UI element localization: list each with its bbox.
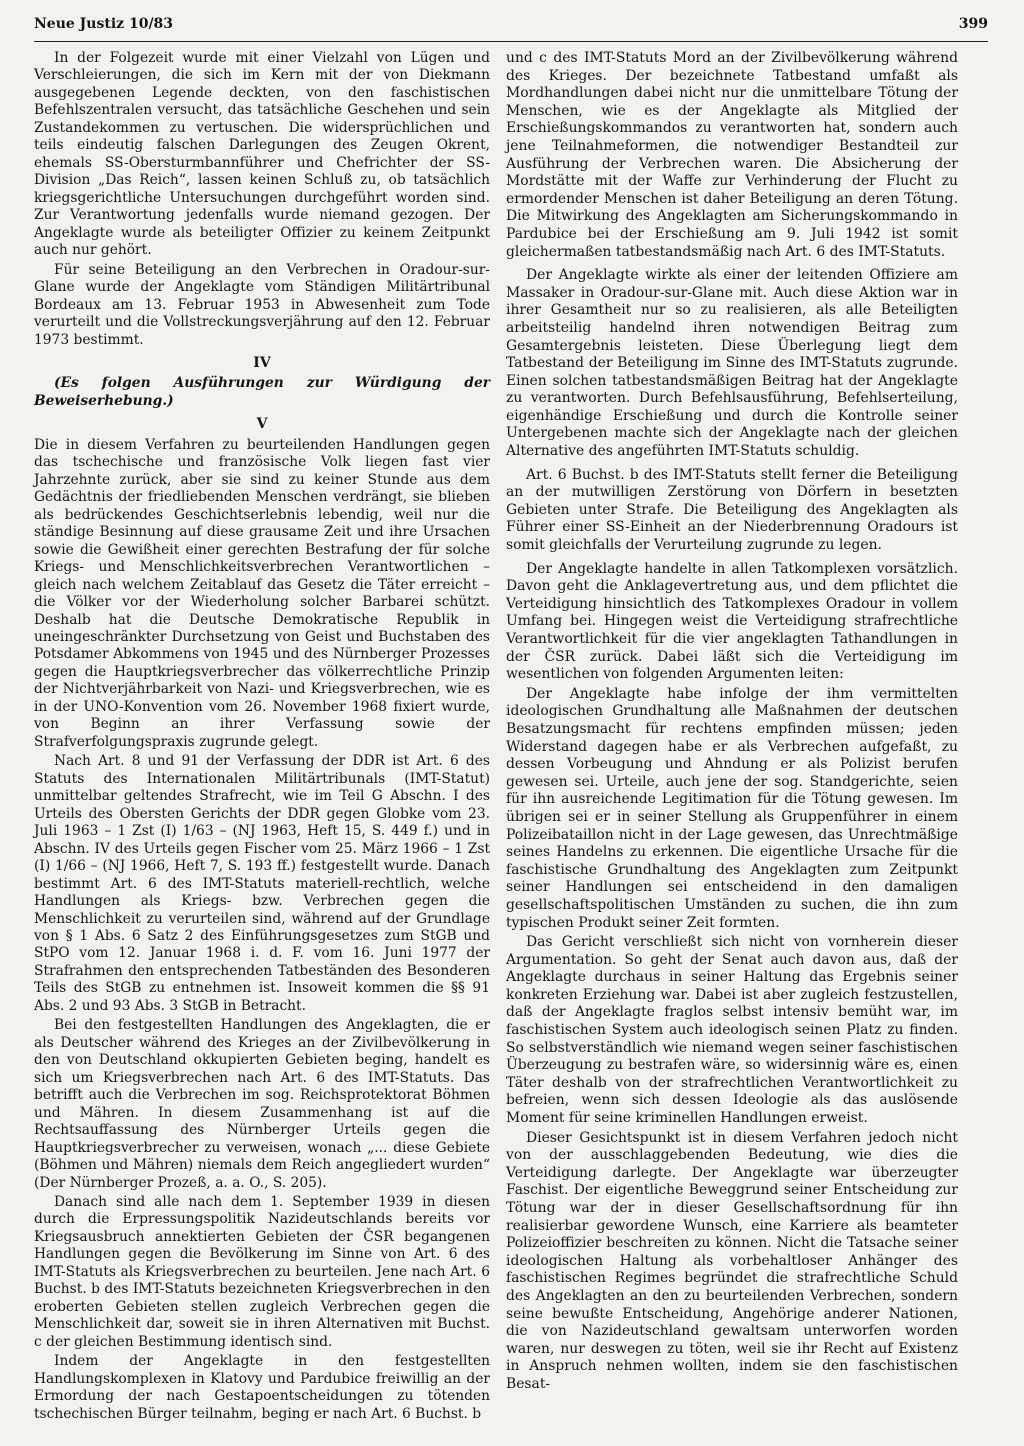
paragraph: Art. 6 Buchst. b des IMT-Statuts stellt ferner die Beteiligung an der mutwilligen Zerstörung von Dörfern in besetzten Gebieten unter Strafe. Die Beteiligung des Angeklagten als Führer einer SS-Einheit an der Niederbrennung Oradours ist somit gleichfalls der Verurteilung zugrunde zu legen. bbox=[506, 466, 958, 554]
right-column bbox=[506, 50, 958, 1394]
paragraph: Der Angeklagte handelte in allen Tatkomplexen vorsätzlich. Davon geht die Anklagevertretung aus, und dem pflichtet die Verteidigung hinsichtlich des Tatkomplexes Oradour in vollem Umfang bei. Hingegen weist die Verteidigung strafrechtliche Verantwortlichkeit für die vier angeklagten Tathandlungen in der ČSR zurück. Dabei läßt sich die Verteidigung im wesentlichen von folgenden Argumenten leiten: bbox=[506, 560, 958, 683]
header-rule bbox=[34, 41, 988, 42]
paragraph: Dieser Gesichtspunkt ist in diesem Verfahren jedoch nicht von der ausschlaggebenden Bedeutung, wie dies die Verteidigung darlegte. Der Angeklagte war überzeugter Faschist. Der eigentliche Beweggrund seiner Entscheidung zur Tötung war der in dieser Gesellschaftsordnung für ihn realisierbar gewordene Wunsch, eine Karriere als beamteter Polizeioffizier beschreiten zu können. Nicht die Tatsache seiner ideologischen Haltung als vorbehaltloser Anhänger des faschistischen Regimes begründet die strafrechtliche Schuld des Angeklagten an den zu beurteilenden Verbrechen, sondern seine bewußte Entscheidung, Angehörige anderer Nationen, die von Nazideutschland gewaltsam unterworfen worden waren, nur deswegen zu töten, weil sie ihr Recht auf Existenz in Anspruch nehmen wollten, indem sie den faschistischen Besat- bbox=[506, 1129, 958, 1392]
paragraph: Die in diesem Verfahren zu beurteilenden Handlungen gegen das tschechische und französische Volk liegen fast vier Jahrzehnte zurück, aber sie sind zu keiner Stunde aus dem Gedächtnis der friedliebenden Menschen verdrängt, sie blieben als bedrückendes Geschichtserlebnis lebendig, weil nur die ständige Besinnung auf diese grausame Zeit und ihre Ursachen sowie die Gewißheit einer gerechten Bestrafung der für solche Kriegs- und Menschlichkeitsverbrechen Verantwortlichen – gleich nach welchem Zeitablauf das Gesetz die Täter erreicht – die Völker vor der Wiederholung solcher Barbarei schützt. Deshalb hat die Deutsche Demokratische Republik in uneingeschränkter Durchsetzung von Geist und Buchstaben des Potsdamer Abkommens von 1945 und des Nürnberger Prozesses gegen die Hauptkriegsverbrecher das völkerrechtliche Prinzip der Nichtverjährbarkeit von Nazi- und Kriegsverbrechen, wie es in der UNO-Konvention vom 26. November 1968 fixiert wurde, von Beginn an ihrer Verfassung sowie der Strafverfolgungspraxis zugrunde gelegt. bbox=[34, 436, 490, 750]
paragraph: Der Angeklagte wirkte als einer der leitenden Offiziere am Massaker in Oradour-sur-Glane mit. Auch diese Aktion war in ihrer Gesamtheit nur so zu realisieren, als alle Beteiligten arbeitsteilig handelnd ihren notwendigen Beitrag zum Gesamtergebnis leisteten. Diese Überlegung liegt dem Tatbestand der Beteiligung im Sinne des IMT-Statuts zugrunde. Einen solchen tatbestandsmäßigen Beitrag hat der Angeklagte zu verantworten. Durch Befehlsausführung, Befehlserteilung, eigenhändige Erschießung und durch die Kontrolle seiner Untergebenen machte sich der Angeklagte nach der gleichen Alternative des angeführten IMT-Statuts schuldig. bbox=[506, 267, 958, 460]
editorial-note: (Es folgen Ausführungen zur Würdigung der Beweiserhebung.) bbox=[34, 375, 490, 409]
paragraph: und c des IMT-Statuts Mord an der Zivilbevölkerung während des Krieges. Der bezeichnete Tatbestand umfaßt als Mordhandlungen dabei nicht nur die unmittelbare Tötung der Menschen, wie es der Angeklagte als Mitglied der Erschießungskommandos zu verantworten hat, sondern auch jene Teilnahmeformen, die notwendiger Bestandteil zur Ausführung der Verbrechen waren. Die Absicherung der Mordstätte mit der Waffe zur Verhinderung der Flucht zu ermordender Menschen ist daher Beteiligung an deren Tötung. Die Mitwirkung des Angeklagten am Sicherungskommando in Pardubice bei der Erschießung am 9. Juli 1942 ist somit gleichermaßen tatbestandsmäßig nach Art. 6 des IMT-Statuts. bbox=[506, 50, 958, 260]
page-header bbox=[34, 16, 988, 42]
paragraph: Der Angeklagte habe infolge der ihm vermittelten ideologischen Grundhaltung alle Maßnahmen der deutschen Besatzungsmacht für rechtens empfinden müssen; jeden Widerstand dagegen habe er als Verbrechen aufgefaßt, zu dessen Vorbeugung und Ahndung er als Polizist berufen gewesen sei. Urteile, auch jene der sog. Standgerichte, seien für ihn ausreichende Legitimation für die Tötung gewesen. Im übrigen sei er in seiner Stellung als Gruppenführer in einem Polizeibataillon nicht in der Lage gewesen, das Unrechtmäßige seines Handelns zu erkennen. Die eigentliche Ursache für die faschistische Grundhaltung des Angeklagten zum Zeitpunkt seiner Handlungen sei entscheidend in den damaligen gesellschaftspolitischen Umständen zu suchen, die ihn zum typischen Produkt seiner Zeit formten. bbox=[506, 685, 958, 931]
paragraph: In der Folgezeit wurde mit einer Vielzahl von Lügen und Verschleierungen, die sich im Kern mit der von Diekmann ausgegebenen Legende deckten, von den faschistischen Befehlszentralen versucht, das tatsächliche Geschehen und sein Zustandekommen zu vertuschen. Die widersprüchlichen und teils eindeutig falschen Darlegungen des Zeugen Okrent, ehemals SS-Obersturmbannführer und Chefrichter der SS-Division „Das Reich“, lassen keinen Schluß zu, ob tatsächlich kriegsgerichtliche Untersuchungen durchgeführt worden sind. Zur Verantwortung jedenfalls wurde niemand gezogen. Der Angeklagte wurde als beteiligter Offizier zu keinem Zeitpunkt auch nur gehört. bbox=[34, 50, 490, 259]
left-column bbox=[34, 50, 490, 1423]
paragraph: Danach sind alle nach dem 1. September 1939 in diesen durch die Erpressungspolitik Nazideutschlands bereits vor Kriegsausbruch annektierten Gebieten der ČSR begangenen Handlungen gegen die Bevölkerung im Sinne von Art. 6 des IMT-Statuts als Kriegsverbrechen zu beurteilen. Jene nach Art. 6 Buchst. b des IMT-Statuts bezeichneten Kriegsverbrechen in den eroberten Gebieten stellen zugleich Verbrechen gegen die Menschlichkeit dar, soweit sie in ihren Alternativen mit Buchst. c der gleichen Bestimmung identisch sind. bbox=[34, 1194, 490, 1350]
paragraph: Nach Art. 8 und 91 der Verfassung der DDR ist Art. 6 des Statuts des Internationalen Militärtribunals (IMT-Statut) unmittelbar geltendes Strafrecht, wie im Teil G Abschn. I des Urteils des Obersten Gerichts der DDR gegen Globke vom 23. Juli 1963 – 1 Zst (I) 1/63 – (NJ 1963, Heft 15, S. 449 f.) und in Abschn. IV des Urteils gegen Fischer vom 25. März 1966 – 1 Zst (I) 1/66 – (NJ 1966, Heft 7, S. 193 ff.) festgestellt wurde. Danach bestimmt Art. 6 des IMT-Statuts materiell-rechtlich, welche Handlungen als Kriegs- bzw. Verbrechen gegen die Menschlichkeit zu verurteilen sind, während auf der Grundlage von § 1 Abs. 6 Satz 2 des Einführungsgesetzes zum StGB und StPO vom 12. Januar 1968 i. d. F. vom 16. Juni 1977 der Strafrahmen den entsprechenden Tatbeständen des Besonderen Teils des StGB zu entnehmen ist. Insoweit kommen die §§ 91 Abs. 2 und 93 Abs. 3 StGB in Betracht. bbox=[34, 753, 490, 1014]
paragraph: Bei den festgestellten Handlungen des Angeklagten, die er als Deutscher während des Krieges an der Zivilbevölkerung in den von Deutschland okkupierten Gebieten beging, handelt es sich um Kriegsverbrechen nach Art. 6 des IMT-Statuts. Das betrifft auch die Verbrechen im sog. Reichsprotektorat Böhmen und Mähren. In diesem Zusammenhang ist auf die Rechtsauffassung des Nürnberger Urteils gegen die Hauptkriegsverbrecher zu verweisen, wonach „... diese Gebiete (Böhmen und Mähren) niemals dem Reich angegliedert wurden“ (Der Nürnberger Prozeß, a. a. O., S. 205). bbox=[34, 1017, 490, 1191]
paragraph: Für seine Beteiligung an den Verbrechen in Oradour-sur-Glane wurde der Angeklagte vom Ständigen Militärtribunal Bordeaux am 13. Februar 1953 in Abwesenheit zum Tode verurteilt und die Vollstreckungsverjährung auf den 12. Februar 1973 bestimmt. bbox=[34, 261, 490, 348]
paragraph: Indem der Angeklagte in den festgestellten Handlungskomplexen in Klatovy und Pardubice freiwillig an der Ermordung der nach Gestapoentscheidungen zu tötenden tschechischen Bürger teilnahm, beging er nach Art. 6 Buchst. b bbox=[34, 1353, 490, 1422]
page-number: 399 bbox=[958, 16, 988, 32]
section-heading: IV bbox=[253, 354, 271, 371]
paragraph: Das Gericht verschließt sich nicht von vornherein dieser Argumentation. So geht der Senat auch davon aus, daß der Angeklagte durchaus in seiner Haltung das Ergebnis seiner konkreten Erziehung war. Dabei ist aber zugleich festzustellen, daß der Angeklagte fraglos selbst intensiv bemüht war, im faschistischen System auch ideologisch seinen Platz zu finden. So selbstverständlich wie niemand wegen seiner faschistischen Überzeugung zu bestrafen wäre, so widersinnig wäre es, einen Täter deshalb von der strafrechtlichen Verantwortlichkeit zu befreien, wenn sich dessen Ideologie als das auslösende Moment für seine kriminellen Handlungen erweist. bbox=[506, 934, 958, 1127]
journal-title: Neue Justiz 10/83 bbox=[34, 16, 174, 32]
section-heading: V bbox=[256, 416, 268, 433]
